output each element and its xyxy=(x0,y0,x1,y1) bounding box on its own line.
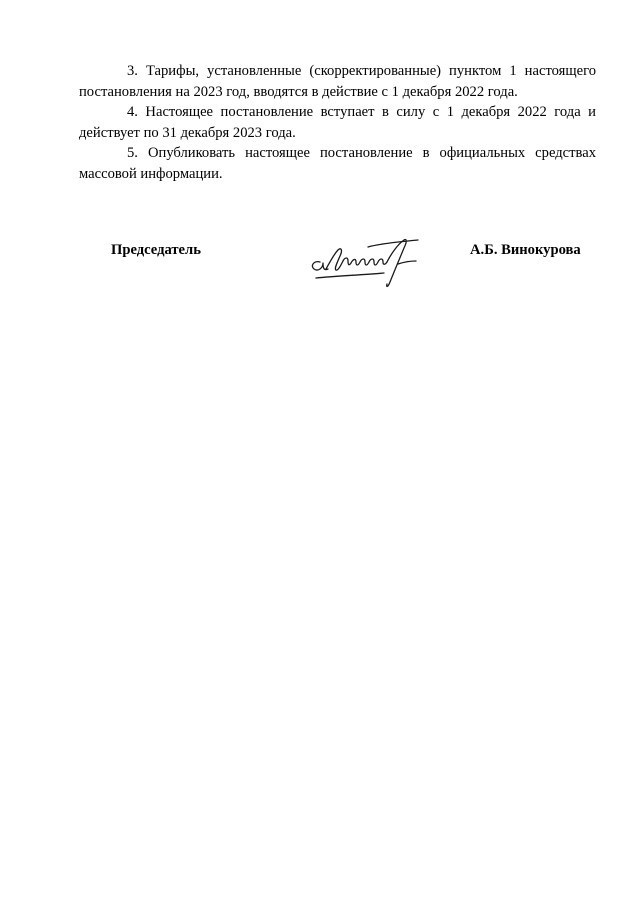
signature-block xyxy=(0,240,640,300)
paragraph-4: 4. Настоящее постановление вступает в силу с 1 декабря 2022 года и действует по 31 декабря 2023 года. xyxy=(79,104,596,141)
signatory-name: А.Б. Винокурова xyxy=(470,242,581,258)
paragraph-5: 5. Опубликовать настоящее постановление в официальных средствах массовой информации. xyxy=(79,145,596,182)
document-body xyxy=(79,61,596,184)
signatory-title: Председатель xyxy=(111,242,201,258)
signature-icon xyxy=(306,232,432,292)
paragraph-3: 3. Тарифы, установленные (скорректированные) пунктом 1 настоящего постановления на 2023 год, вводятся в действие с 1 декабря 2022 года. xyxy=(79,63,596,100)
